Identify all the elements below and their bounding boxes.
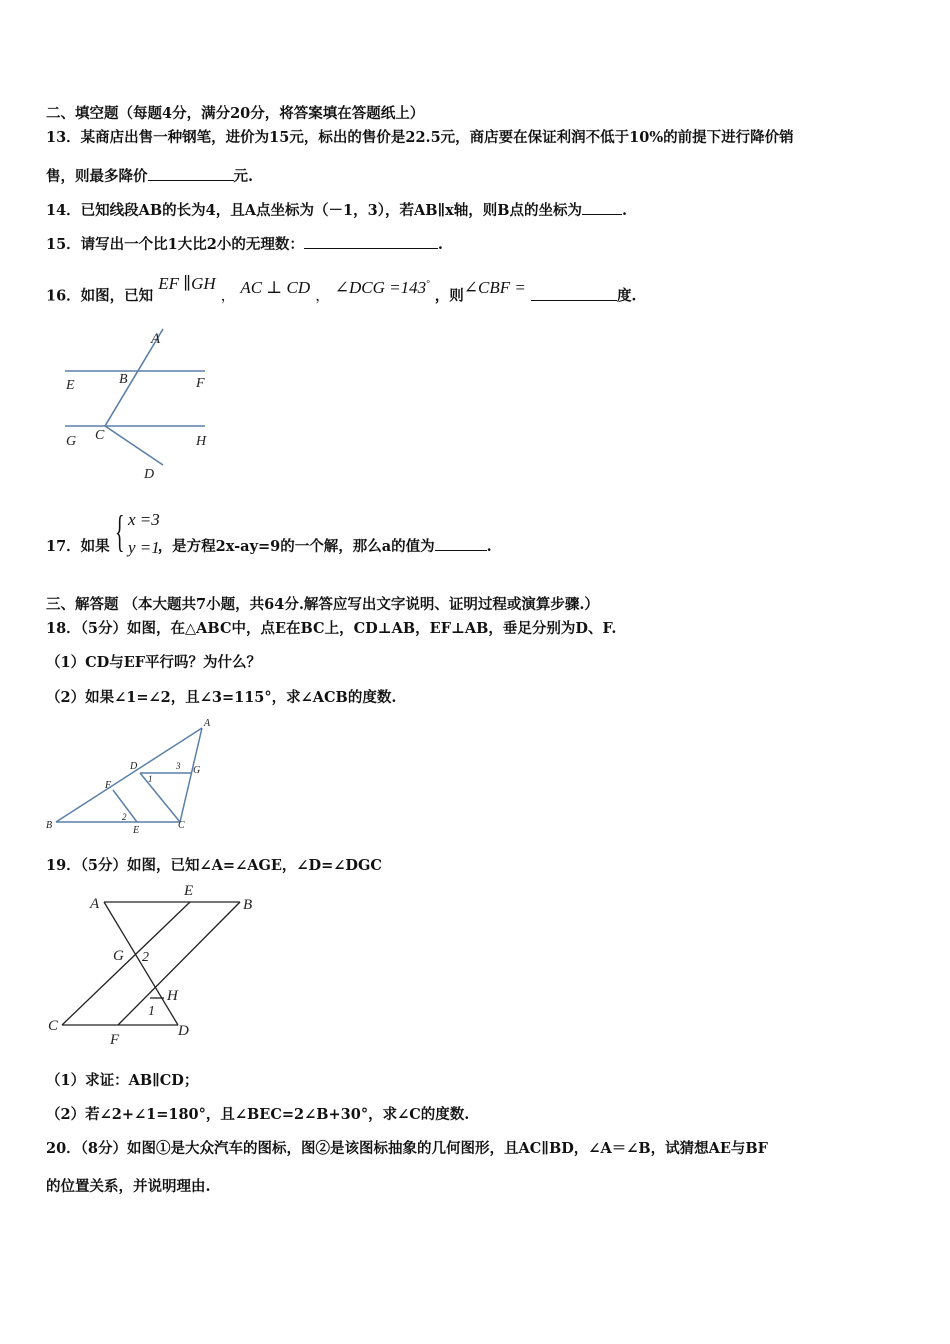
q16-math-parallel: EF ∥GH xyxy=(158,273,216,293)
q17-answer-blank[interactable] xyxy=(435,536,487,551)
label-H: H xyxy=(167,988,178,1004)
q15-line xyxy=(46,234,443,255)
q18-part2: （2）如果∠1=∠2，且∠3=115°，求∠ACB的度数. xyxy=(46,689,397,706)
label-angle-2: 2 xyxy=(122,812,127,822)
section2-heading: 二、填空题（每题4分，满分20分，将答案填在答题纸上） xyxy=(46,105,425,122)
label-angle-2: 2 xyxy=(142,950,149,965)
q17-eq1: x =3 xyxy=(128,510,160,529)
segment-bf xyxy=(118,902,240,1025)
label-A: A xyxy=(151,331,161,347)
q19-line1: 19．（5分）如图，已知∠A=∠AGE，∠D=∠DGC xyxy=(46,857,382,874)
label-C: C xyxy=(178,820,185,831)
q16-comma-2: ， xyxy=(315,288,330,305)
q18-line1: 18．（5分）如图，在△ABC中，点E在BC上，CD⊥AB，EF⊥AB，垂足分别为D、F. xyxy=(46,620,617,637)
section3-heading: 三、解答题 （本大题共7小题，共64分.解答应写出文字说明、证明过程或演算步骤.） xyxy=(46,596,599,613)
q14-line xyxy=(46,200,627,221)
q17-text: ，是方程2x-ay=9的一个解，那么a的值为 xyxy=(157,538,435,555)
label-A: A xyxy=(90,896,100,912)
q15-text: 15．请写出一个比1大比2小的无理数： xyxy=(46,236,304,253)
q13-line2-start: 售，则最多降价 xyxy=(46,168,148,185)
label-D: D xyxy=(144,467,155,482)
line-cd xyxy=(105,426,163,465)
label-B: B xyxy=(119,372,128,387)
q16-figure xyxy=(55,325,245,490)
label-F: F xyxy=(196,376,205,391)
label-E: E xyxy=(66,378,75,393)
label-B: B xyxy=(243,897,253,913)
segment-cd xyxy=(140,773,180,822)
label-D: D xyxy=(178,1023,189,1039)
label-G: G xyxy=(66,434,77,449)
q14-end: . xyxy=(622,202,628,219)
label-F: F xyxy=(105,780,112,791)
q16-math-angle-dcg xyxy=(335,278,430,297)
q17-prefix: 17．如果 xyxy=(46,538,110,555)
label-A: A xyxy=(204,718,211,729)
segment-ec xyxy=(62,902,190,1025)
q19-part2: （2）若∠2+∠1=180°，且∠BEC=2∠B+30°，求∠C的度数. xyxy=(46,1106,470,1123)
q14-text: 14．已知线段AB的长为4，且A点坐标为（－1，3），若AB∥x轴，则B点的坐标为 xyxy=(46,202,583,219)
q16-angle-dcg-value: ∠DCG =143 xyxy=(334,277,427,297)
label-angle-1: 1 xyxy=(148,1004,155,1019)
q17-end: . xyxy=(486,538,492,555)
label-angle-1: 1 xyxy=(148,774,153,784)
q17-line xyxy=(46,536,492,557)
label-H: H xyxy=(196,434,207,449)
label-B: B xyxy=(46,820,53,831)
q15-end: . xyxy=(437,236,443,253)
label-C: C xyxy=(95,428,105,443)
q16-prefix: 16．如图，已知 xyxy=(46,287,154,305)
q16-math-angle-cbf: ∠CBF = xyxy=(463,277,526,297)
label-E: E xyxy=(184,883,194,899)
q18-part1: （1）CD与EF平行吗？为什么？ xyxy=(46,654,262,671)
q16-answer-blank[interactable] xyxy=(531,286,617,301)
label-G: G xyxy=(193,765,201,776)
q13-line1: 13．某商店出售一种钢笔，进价为15元，标出的售价是22.5元，商店要在保证利润不低于10%的前提下进行降价销 xyxy=(46,129,794,146)
label-F: F xyxy=(110,1032,120,1048)
label-D: D xyxy=(130,761,138,772)
label-E: E xyxy=(133,825,140,836)
side-ab xyxy=(56,728,202,822)
q13-line2 xyxy=(46,166,253,187)
label-C: C xyxy=(48,1018,59,1034)
q18-figure xyxy=(44,716,214,836)
label-angle-3: 3 xyxy=(176,761,181,771)
q14-answer-blank[interactable] xyxy=(582,200,622,215)
q20-line2: 的位置关系，并说明理由. xyxy=(46,1178,211,1195)
q17-system-brace: { xyxy=(115,507,125,556)
q16-degree-mark: ° xyxy=(426,278,430,288)
q16-line xyxy=(46,273,637,307)
q15-answer-blank[interactable] xyxy=(304,234,438,249)
q16-suffix: 度. xyxy=(616,287,637,305)
q20-line1: 20．（8分）如图①是大众汽车的图标，图②是该图标抽象的几何图形，且AC∥BD，∠A＝∠B，试猜想AE与BF xyxy=(46,1140,768,1157)
q13-answer-blank[interactable] xyxy=(148,166,234,181)
label-G: G xyxy=(113,948,124,964)
q16-mid: ，则 xyxy=(434,287,464,305)
q17-eq2: y =1 xyxy=(128,538,160,557)
q19-figure xyxy=(46,880,266,1050)
q16-math-perpendicular: AC ⊥ CD xyxy=(240,277,311,297)
q19-part1: （1）求证：AB∥CD； xyxy=(46,1072,199,1089)
q16-comma-1: ， xyxy=(220,288,236,305)
q13-line2-end: 元. xyxy=(233,168,254,185)
